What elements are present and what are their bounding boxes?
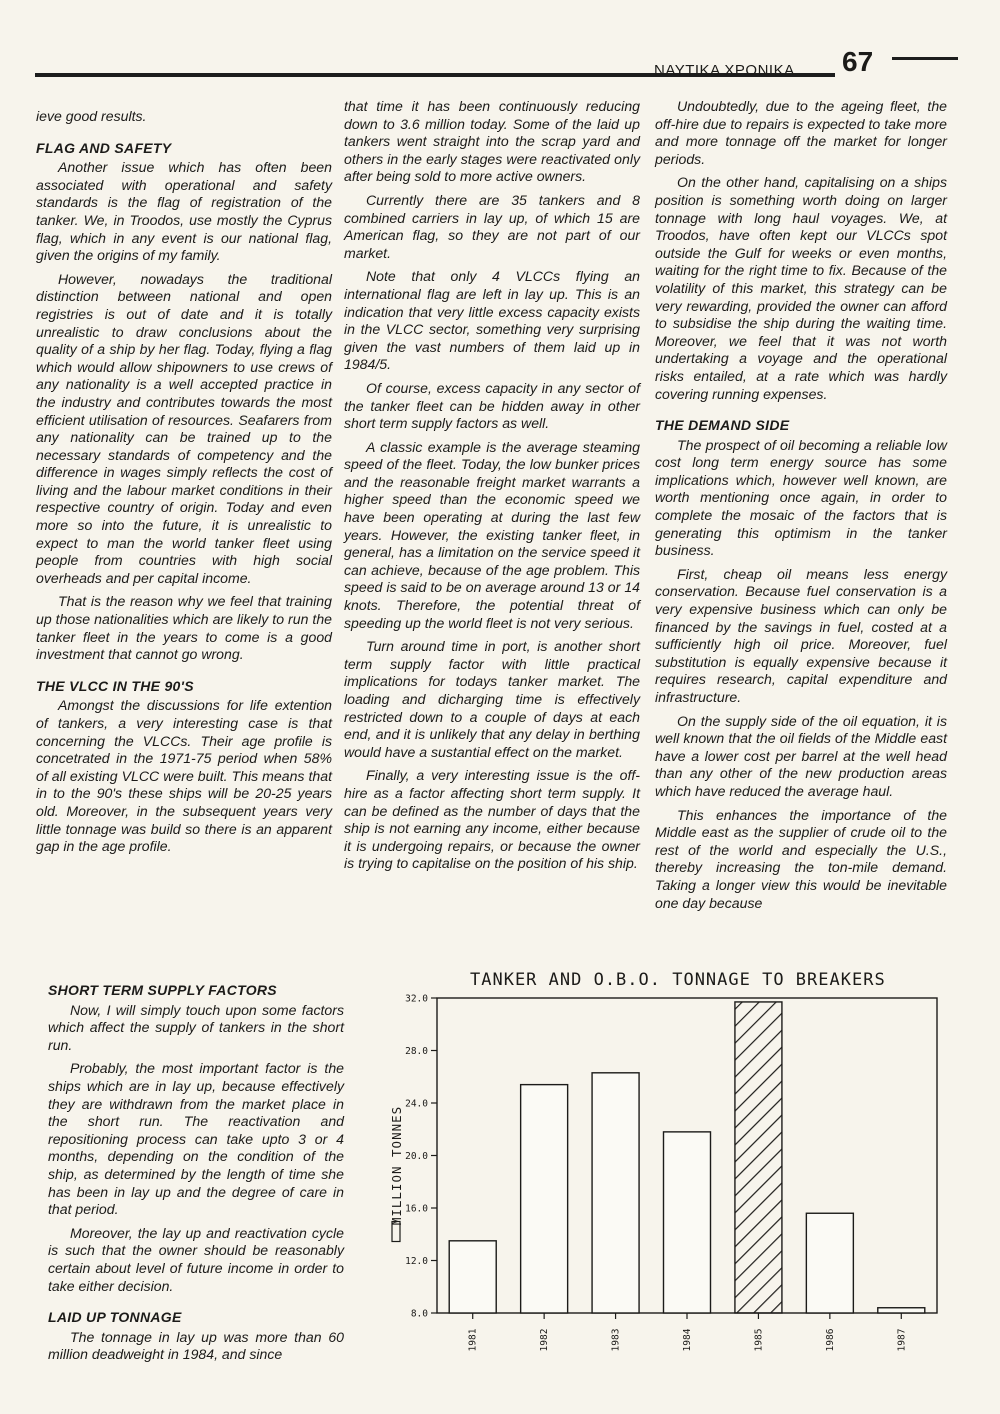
paragraph: This enhances the importance of the Middle east as the supplier of crude oil to the rest of the world and especially the U.S., thereby increasing the ton-mile demand. Taking a longer view this would be inevitable one day because [655,806,947,911]
section-heading-demand-side: THE DEMAND SIDE [655,417,790,434]
paragraph: Now, I will simply touch upon some factors which affect the supply of tankers in the short run. [48,1001,344,1053]
paragraph: However, nowadays the traditional distinction between national and open registries is out of date and it is totally unrealistic to draw conclusions about the quality of a ship by her flag. Today, flying a flag which would allow shipowners to use crews of any nationality is a well accepted practice in the industry and contributes towards the most efficient utilisation of resources. Seafarers from any nationality can be trained up to the necessary standards of competency and the difference in wages simply reflects the cost of living and the labour market conditions in their respective country of origin. Today and even more so into the future, it is unrealistic to expect to man the world tanker fleet using people from countries with high social overheads and per capital income. [36,270,332,586]
tonnage-bar-chart [380,990,960,1390]
x-tick-label: 1987 [896,1328,908,1352]
article-column-3 [655,98,947,918]
x-tick-label: 1985 [753,1328,765,1352]
header-rule-right [892,57,958,60]
x-tick-label: 1986 [824,1328,836,1352]
article-column-1-lower [48,982,344,1370]
paragraph: On the supply side of the oil equation, it is well known that the oil fields of the Middle east have a lower cost per barrel at the well head than any other of the new production areas which have reduced the average haul. [655,712,947,799]
x-tick-label: 1984 [682,1328,693,1352]
paragraph: Turn around time in port, is another short term supply factor with little practical implications for todays tanker market. The loading and dicharging time is effectively restricted down to a couple of days at each end, and it is unlikely that any delay in berthing would have a sustantial effect on the market. [344,638,640,760]
paragraph: Currently there are 35 tankers and 8 combined carriers in lay up, of which 15 are American flag, so they are not part of our market. [344,191,640,261]
y-axis-label: MILLION TONNES [389,1105,404,1226]
paragraph: The prospect of oil becoming a reliable low cost long term energy source has some implications which, however well known, are worth mentioning once again, in order to complete the mosaic of the factors that is generating this optimism in the tanker business. [655,436,947,559]
chart-svg [380,990,960,1390]
bar [449,1241,496,1313]
y-tick-label: 28.0 [405,1046,428,1057]
y-tick-label: 8.0 [410,1308,428,1320]
section-heading-short-term-supply: SHORT TERM SUPPLY FACTORS [48,982,277,998]
bar [592,1073,639,1313]
paragraph: The tonnage in lay up was more than 60 million deadweight in 1984, and since [48,1328,344,1363]
paragraph: Amongst the discussions for life extention of tankers, a very interesting case is that concerning the VLCCs. Their age profile is concetrated in the 1971-75 period when 58% of all existing VLCC were built. This means that in to the 90's these ships will be 20-25 years old. Moreover, in the subsequent years very little tonnage was build so there is an apparent gap in the age profile. [36,697,332,855]
publication-name: NAYTIKA XPONIKA [654,62,795,79]
paragraph: That is the reason why we feel that training up those nationalities which are likely to run the tanker fleet in the years to come is a good investment that cannot go wrong. [36,593,332,663]
paragraph: A classic example is the average steaming speed of the fleet. Today, the low bunker prices and the reasonable freight market warrants a higher speed than the economic speed we have been operating at during the last few years. However, the existing tanker fleet, in general, has a limitation on the service speed it can achieve, because of the age problem. This speed is said to be on average around 13 or 14 knots. Therefore, the potential threat of speeding up the world fleet is not very serious. [344,438,640,631]
paragraph: Finally, a very interesting issue is the off-hire as a factor affecting short term supply. It can be defined as the number of days that the ship is not earning any income, either because it is undergoing repairs, or because the owner is trying to capitalise on the position of his ship. [344,767,640,872]
page-number: 67 [842,46,874,77]
paragraph: that time it has been continuously reducing down to 3.6 million today. Some of the laid up tankers went straight into the scrap yard and others in the early stages were reactivated only after being sold to more active owners. [344,98,640,185]
section-heading-flag-and-safety: FLAG AND SAFETY [36,139,172,156]
y-tick-label: 20.0 [405,1151,428,1162]
y-tick-label: 12.0 [405,1256,428,1267]
chart-title: TANKER AND O.B.O. TONNAGE TO BREAKERS [470,970,886,990]
bar [806,1213,853,1313]
y-tick-label: 24.0 [405,1098,428,1110]
article-column-2 [344,98,640,879]
paragraph: On the other hand, capitalising on a ships position is something worth doing on larger tonnage with long haul voyages. We, at Troodos, have often kept our VLCCs spot outside the Gulf for weeks or even months, waiting for the right time to fix. Because of the volatility of this market, this strategy can be very rewarding, provided the owner can afford to subsidise the ship during the waiting time. Moreover, we feel that it was not worth undertaking a voyage and the operational risks entailed, at a rate which was hardly covering running expenses. [655,174,947,402]
x-tick-label: 1981 [467,1328,479,1352]
paragraph: ieve good results. [36,108,147,124]
paragraph: Of course, excess capacity in any sector of the tanker fleet can be hidden away in other short term supply factors as well. [344,379,640,432]
paragraph: Undoubtedly, due to the ageing fleet, the off-hire due to repairs is expected to take more and more tonnage off the market for longer periods. [655,98,947,167]
bar [878,1308,925,1313]
y-tick-label: 32.0 [405,993,428,1005]
paragraph: Another issue which has often been associated with operational and safety standards is the flag of registration of the tanker. We, in Troodos, use mostly the Cyprus flag, which in any event is our national flag, given the origins of my family. [36,159,332,264]
x-tick-label: 1983 [610,1328,622,1352]
article-column-1 [36,108,332,862]
paragraph: Moreover, the lay up and reactivation cycle is such that the owner should be reasonably certain about level of future income in order to take either decision. [48,1224,344,1294]
bar-highlighted [735,1002,782,1313]
section-heading-laid-up-tonnage: LAID UP TONNAGE [48,1309,182,1326]
bar [521,1085,568,1313]
paragraph: Note that only 4 VLCCs flying an international flag are left in lay up. This is an indication that very little excess capacity exists in the VLCC sector, something very surprising given the vast numbers of them laid up in 1984/5. [344,268,640,373]
section-heading-vlcc: THE VLCC IN THE 90'S [36,677,194,694]
paragraph: First, cheap oil means less energy conservation. Because fuel conservation is a very expensive business which can only be financed by the savings in fuel, costed at a sufficiently high oil price. Moreover, fuel substitution is equally expensive because it requires research, capital expenditure and infrastructure. [655,565,947,705]
y-tick-label: 16.0 [405,1203,428,1215]
bar [664,1132,711,1313]
paragraph: Probably, the most important factor is the ships which are in lay up, because effectively they are withdrawn from the market place in the short run. The reactivation and repositioning process can take upto 3 or 4 months, depending on the condition of the ship, as determined by the length of time she has been in lay up and the degree of care in that period. [48,1060,344,1218]
x-tick-label: 1982 [539,1328,551,1352]
